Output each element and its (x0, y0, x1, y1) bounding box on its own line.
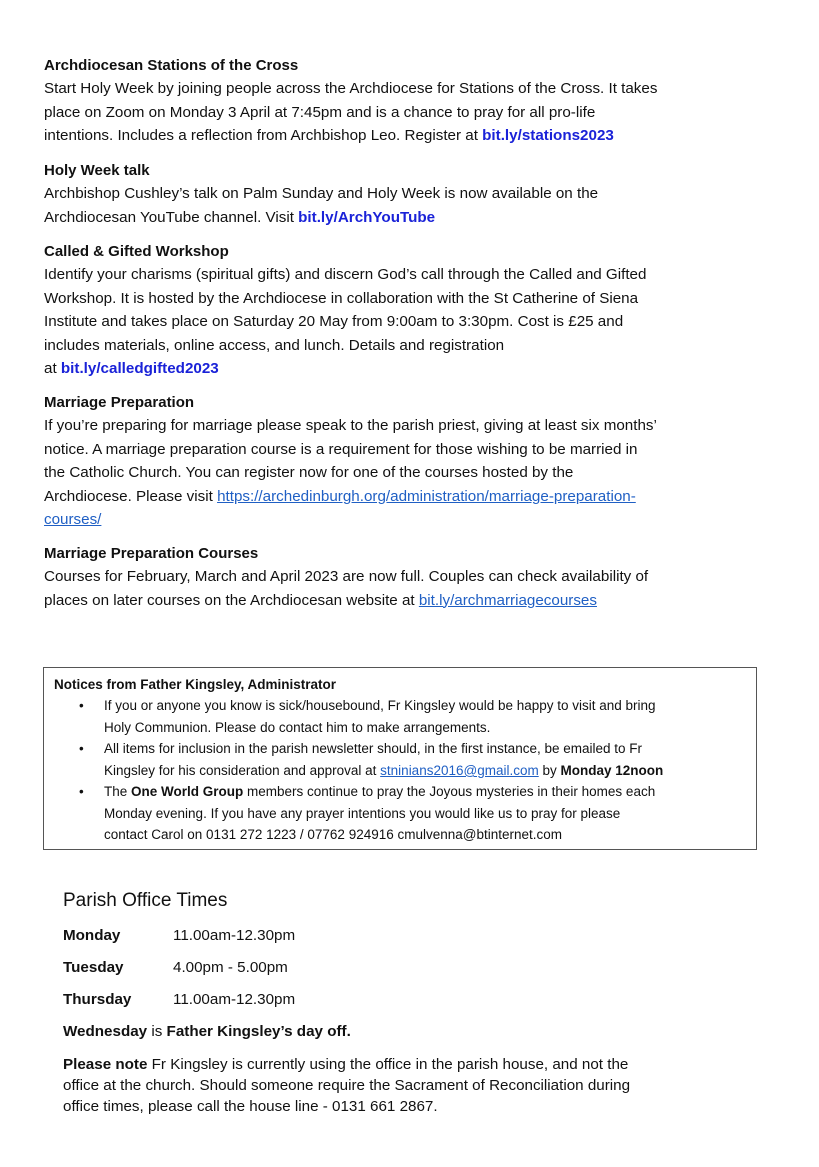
section-text-last (44, 206, 744, 230)
stations-link[interactable]: bit.ly/stations2023 (482, 127, 614, 144)
marriage-courses-link[interactable]: bit.ly/archmarriagecourses (418, 591, 597, 609)
section-title: Marriage Preparation (44, 394, 195, 411)
section-text-last (44, 357, 744, 381)
notice-span: by (538, 763, 561, 778)
note-line (63, 1054, 628, 1076)
section-text: Archbishop Cushley’s talk on Palm Sunday and Holy Week is now available on the (44, 185, 599, 202)
section-text: notice. A marriage preparation course is a requirement for those wishing to be married in (44, 440, 638, 458)
section-text-last (44, 124, 744, 148)
section-text: If you’re preparing for marriage please speak to the parish priest, giving at least six months’ (44, 417, 657, 434)
section-title: Holy Week talk (44, 162, 150, 179)
section-text: includes materials, online access, and lunch. Details and registration (44, 336, 505, 354)
section-text-span: Archdiocese. Please visit (44, 487, 218, 505)
note-text: Fr Kingsley is currently using the office in the parish house, and not the (147, 1056, 629, 1073)
time-value: 11.00am-12.30pm (173, 991, 296, 1008)
notice-span: Kingsley for his consideration and approval at (104, 763, 381, 778)
section-marriage-courses (44, 543, 744, 612)
notice-text: Holy Communion. Please do contact him to make arrangements. (104, 720, 491, 735)
note-line: office times, please call the house line - 0131 661 2867. (63, 1098, 438, 1115)
section-text: place on Zoom on Monday 3 April at 7:45pm and is a chance to pray for all pro-life (44, 103, 596, 121)
marriage-prep-link[interactable]: https://archedinburgh.org/administration/marriage-preparation- (217, 487, 636, 505)
notice-text (104, 760, 663, 782)
dayoff-day: Wednesday (63, 1023, 148, 1040)
section-text: Courses for February, March and April 2023 are now full. Couples can check availability of (44, 568, 649, 585)
day-label: Tuesday (63, 959, 124, 976)
section-text-span: Archdiocesan YouTube channel. Visit (44, 208, 299, 226)
notices-box (43, 667, 757, 850)
day-off-line (63, 1021, 351, 1043)
section-text: Identify your charisms (spiritual gifts) and discern God’s call through the Called and Gifted (44, 266, 647, 283)
section-text-last (44, 589, 744, 613)
notice-text (104, 781, 655, 803)
section-stations-of-the-cross (44, 55, 744, 148)
section-called-gifted (44, 241, 744, 381)
bullet-icon: • (79, 698, 84, 713)
section-text-span: at (44, 360, 61, 377)
section-marriage-preparation (44, 392, 744, 532)
time-value: 11.00am-12.30pm (173, 927, 296, 944)
section-text-span: places on later courses on the Archdiocesan website at (44, 591, 419, 609)
section-text: Institute and takes place on Saturday 20 May from 9:00am to 3:30pm. Cost is £25 and (44, 313, 624, 330)
dayoff-text: Father Kingsley’s day off. (166, 1023, 351, 1040)
notice-text: If you or anyone you know is sick/housebound, Fr Kingsley would be happy to visit and bring (104, 698, 656, 713)
section-holy-week-talk (44, 160, 744, 229)
section-text-last (44, 485, 744, 509)
section-title: Archdiocesan Stations of the Cross (44, 57, 299, 74)
group-name: One World Group (131, 784, 244, 799)
time-value: 4.00pm - 5.00pm (173, 959, 288, 976)
deadline-text: Monday 12noon (560, 763, 664, 778)
section-text: Start Holy Week by joining people across the Archdiocese for Stations of the Cross. It takes (44, 80, 658, 97)
marriage-prep-link-cont[interactable]: courses/ (44, 511, 102, 528)
day-label: Monday (63, 927, 121, 944)
called-gifted-link[interactable]: bit.ly/calledgifted2023 (60, 360, 219, 377)
notice-text: contact Carol on 0131 272 1223 / 07762 924916 cmulvenna@btinternet.com (104, 827, 563, 842)
day-label: Thursday (63, 991, 132, 1008)
dayoff-is: is (147, 1023, 167, 1040)
notice-span: members continue to pray the Joyous mysteries in their homes each (243, 784, 656, 799)
notice-span: The (104, 784, 132, 799)
office-title: Parish Office Times (63, 890, 228, 911)
section-text-span: intentions. Includes a reflection from Archbishop Leo. Register at (44, 127, 483, 144)
section-text: the Catholic Church. You can register now for one of the courses hosted by the (44, 464, 574, 481)
bullet-icon: • (79, 741, 84, 756)
note-label: Please note (63, 1056, 148, 1073)
notice-text: All items for inclusion in the parish newsletter should, in the first instance, be emailed to Fr (104, 741, 643, 756)
section-text-link-cont (44, 508, 744, 532)
office-times (63, 888, 763, 1115)
section-title: Called & Gifted Workshop (44, 243, 229, 260)
notices-title: Notices from Father Kingsley, Administrator (54, 677, 337, 692)
note-line: office at the church. Should someone require the Sacrament of Reconciliation during (63, 1077, 631, 1094)
section-title: Marriage Preparation Courses (44, 545, 259, 562)
email-link[interactable]: stninians2016@gmail.com (380, 763, 539, 778)
youtube-link[interactable]: bit.ly/ArchYouTube (298, 208, 436, 226)
notice-text: Monday evening. If you have any prayer intentions you would like us to pray for please (104, 806, 621, 821)
section-text: Workshop. It is hosted by the Archdiocese in collaboration with the St Catherine of Siena (44, 289, 639, 307)
bullet-icon: • (79, 784, 84, 799)
